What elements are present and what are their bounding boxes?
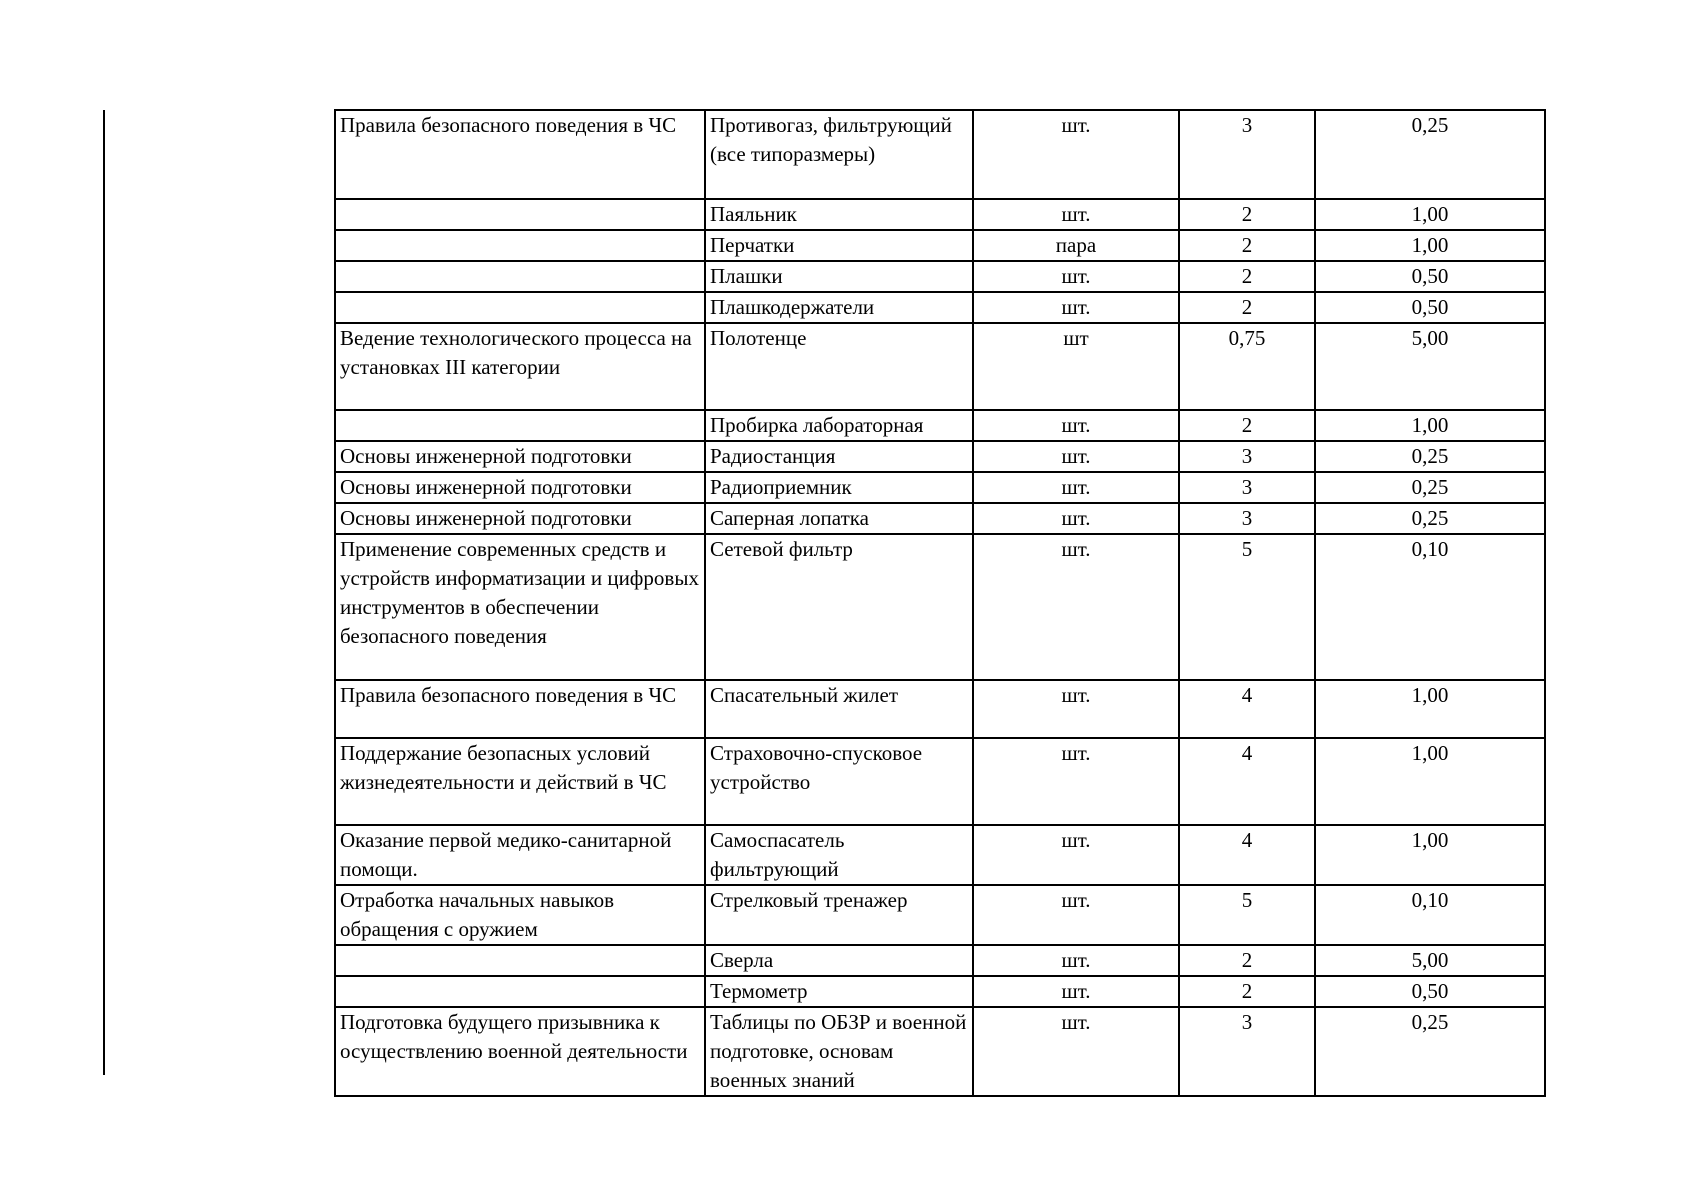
topic-cell: Отработка начальных навыков обращения с оружием [335,885,705,945]
item-cell: Пробирка лабораторная [705,410,973,441]
norm-cell: 5,00 [1315,945,1545,976]
item-cell: Страховочно-спусковое устройство [705,738,973,825]
table-row [335,110,1545,199]
item-cell: Термометр [705,976,973,1007]
topic-cell [335,945,705,976]
item-cell: Стрелковый тренажер [705,885,973,945]
topic-cell: Основы инженерной подготовки [335,503,705,534]
item-cell: Спасательный жилет [705,680,973,738]
table-row [335,323,1545,410]
qty-cell: 2 [1179,945,1315,976]
unit-cell: шт. [973,410,1179,441]
norm-cell: 0,50 [1315,261,1545,292]
topic-cell [335,292,705,323]
unit-cell: шт [973,323,1179,410]
unit-cell: шт. [973,885,1179,945]
topic-cell [335,230,705,261]
unit-cell: шт. [973,825,1179,885]
table-row [335,825,1545,885]
unit-cell: шт. [973,199,1179,230]
qty-cell: 4 [1179,825,1315,885]
unit-cell: шт. [973,976,1179,1007]
unit-cell: шт. [973,738,1179,825]
norm-cell: 1,00 [1315,410,1545,441]
norm-cell: 0,50 [1315,976,1545,1007]
table-row [335,1007,1545,1096]
item-cell: Полотенце [705,323,973,410]
topic-cell: Подготовка будущего призывника к осуществлению военной деятельности [335,1007,705,1096]
topic-cell: Основы инженерной подготовки [335,472,705,503]
topic-cell [335,410,705,441]
topic-cell: Правила безопасного поведения в ЧС [335,680,705,738]
table-row [335,945,1545,976]
unit-cell: шт. [973,292,1179,323]
norm-cell: 5,00 [1315,323,1545,410]
norm-cell: 0,50 [1315,292,1545,323]
table-row [335,534,1545,680]
norm-cell: 1,00 [1315,230,1545,261]
norm-cell: 0,10 [1315,534,1545,680]
topic-cell [335,199,705,230]
qty-cell: 0,75 [1179,323,1315,410]
norm-cell: 0,25 [1315,472,1545,503]
item-cell: Радиоприемник [705,472,973,503]
item-cell: Плашкодержатели [705,292,973,323]
qty-cell: 4 [1179,680,1315,738]
norm-cell: 0,25 [1315,110,1545,199]
norm-cell: 1,00 [1315,825,1545,885]
unit-cell: пара [973,230,1179,261]
qty-cell: 2 [1179,410,1315,441]
unit-cell: шт. [973,110,1179,199]
norm-cell: 0,25 [1315,503,1545,534]
unit-cell: шт. [973,261,1179,292]
equipment-table [334,109,1546,1097]
item-cell: Перчатки [705,230,973,261]
table-row [335,261,1545,292]
table-row [335,976,1545,1007]
qty-cell: 2 [1179,261,1315,292]
unit-cell: шт. [973,534,1179,680]
margin-line [103,110,105,1075]
item-cell: Сверла [705,945,973,976]
qty-cell: 5 [1179,534,1315,680]
qty-cell: 4 [1179,738,1315,825]
unit-cell: шт. [973,945,1179,976]
table-row [335,410,1545,441]
unit-cell: шт. [973,472,1179,503]
unit-cell: шт. [973,441,1179,472]
qty-cell: 3 [1179,472,1315,503]
qty-cell: 5 [1179,885,1315,945]
norm-cell: 1,00 [1315,199,1545,230]
qty-cell: 2 [1179,292,1315,323]
topic-cell [335,976,705,1007]
qty-cell: 2 [1179,976,1315,1007]
topic-cell: Применение современных средств и устройств информатизации и цифровых инструментов в обеспечении безопасного поведения [335,534,705,680]
table-row [335,885,1545,945]
qty-cell: 2 [1179,199,1315,230]
table-row [335,738,1545,825]
item-cell: Радиостанция [705,441,973,472]
item-cell: Таблицы по ОБЗР и военной подготовке, основам военных знаний [705,1007,973,1096]
norm-cell: 1,00 [1315,738,1545,825]
qty-cell: 3 [1179,503,1315,534]
item-cell: Самоспасатель фильтрующий [705,825,973,885]
item-cell: Противогаз, фильтрующий (все типоразмеры) [705,110,973,199]
table-row [335,292,1545,323]
norm-cell: 0,25 [1315,441,1545,472]
topic-cell: Ведение технологического процесса на установках III категории [335,323,705,410]
unit-cell: шт. [973,503,1179,534]
item-cell: Плашки [705,261,973,292]
qty-cell: 3 [1179,441,1315,472]
item-cell: Саперная лопатка [705,503,973,534]
norm-cell: 0,10 [1315,885,1545,945]
topic-cell [335,261,705,292]
qty-cell: 3 [1179,1007,1315,1096]
table-row [335,472,1545,503]
topic-cell: Поддержание безопасных условий жизнедеятельности и действий в ЧС [335,738,705,825]
norm-cell: 0,25 [1315,1007,1545,1096]
qty-cell: 3 [1179,110,1315,199]
qty-cell: 2 [1179,230,1315,261]
table-row [335,199,1545,230]
unit-cell: шт. [973,1007,1179,1096]
topic-cell: Правила безопасного поведения в ЧС [335,110,705,199]
item-cell: Сетевой фильтр [705,534,973,680]
topic-cell: Основы инженерной подготовки [335,441,705,472]
unit-cell: шт. [973,680,1179,738]
table-row [335,680,1545,738]
norm-cell: 1,00 [1315,680,1545,738]
item-cell: Паяльник [705,199,973,230]
topic-cell: Оказание первой медико-санитарной помощи. [335,825,705,885]
table-row [335,230,1545,261]
table-row [335,441,1545,472]
table-row [335,503,1545,534]
